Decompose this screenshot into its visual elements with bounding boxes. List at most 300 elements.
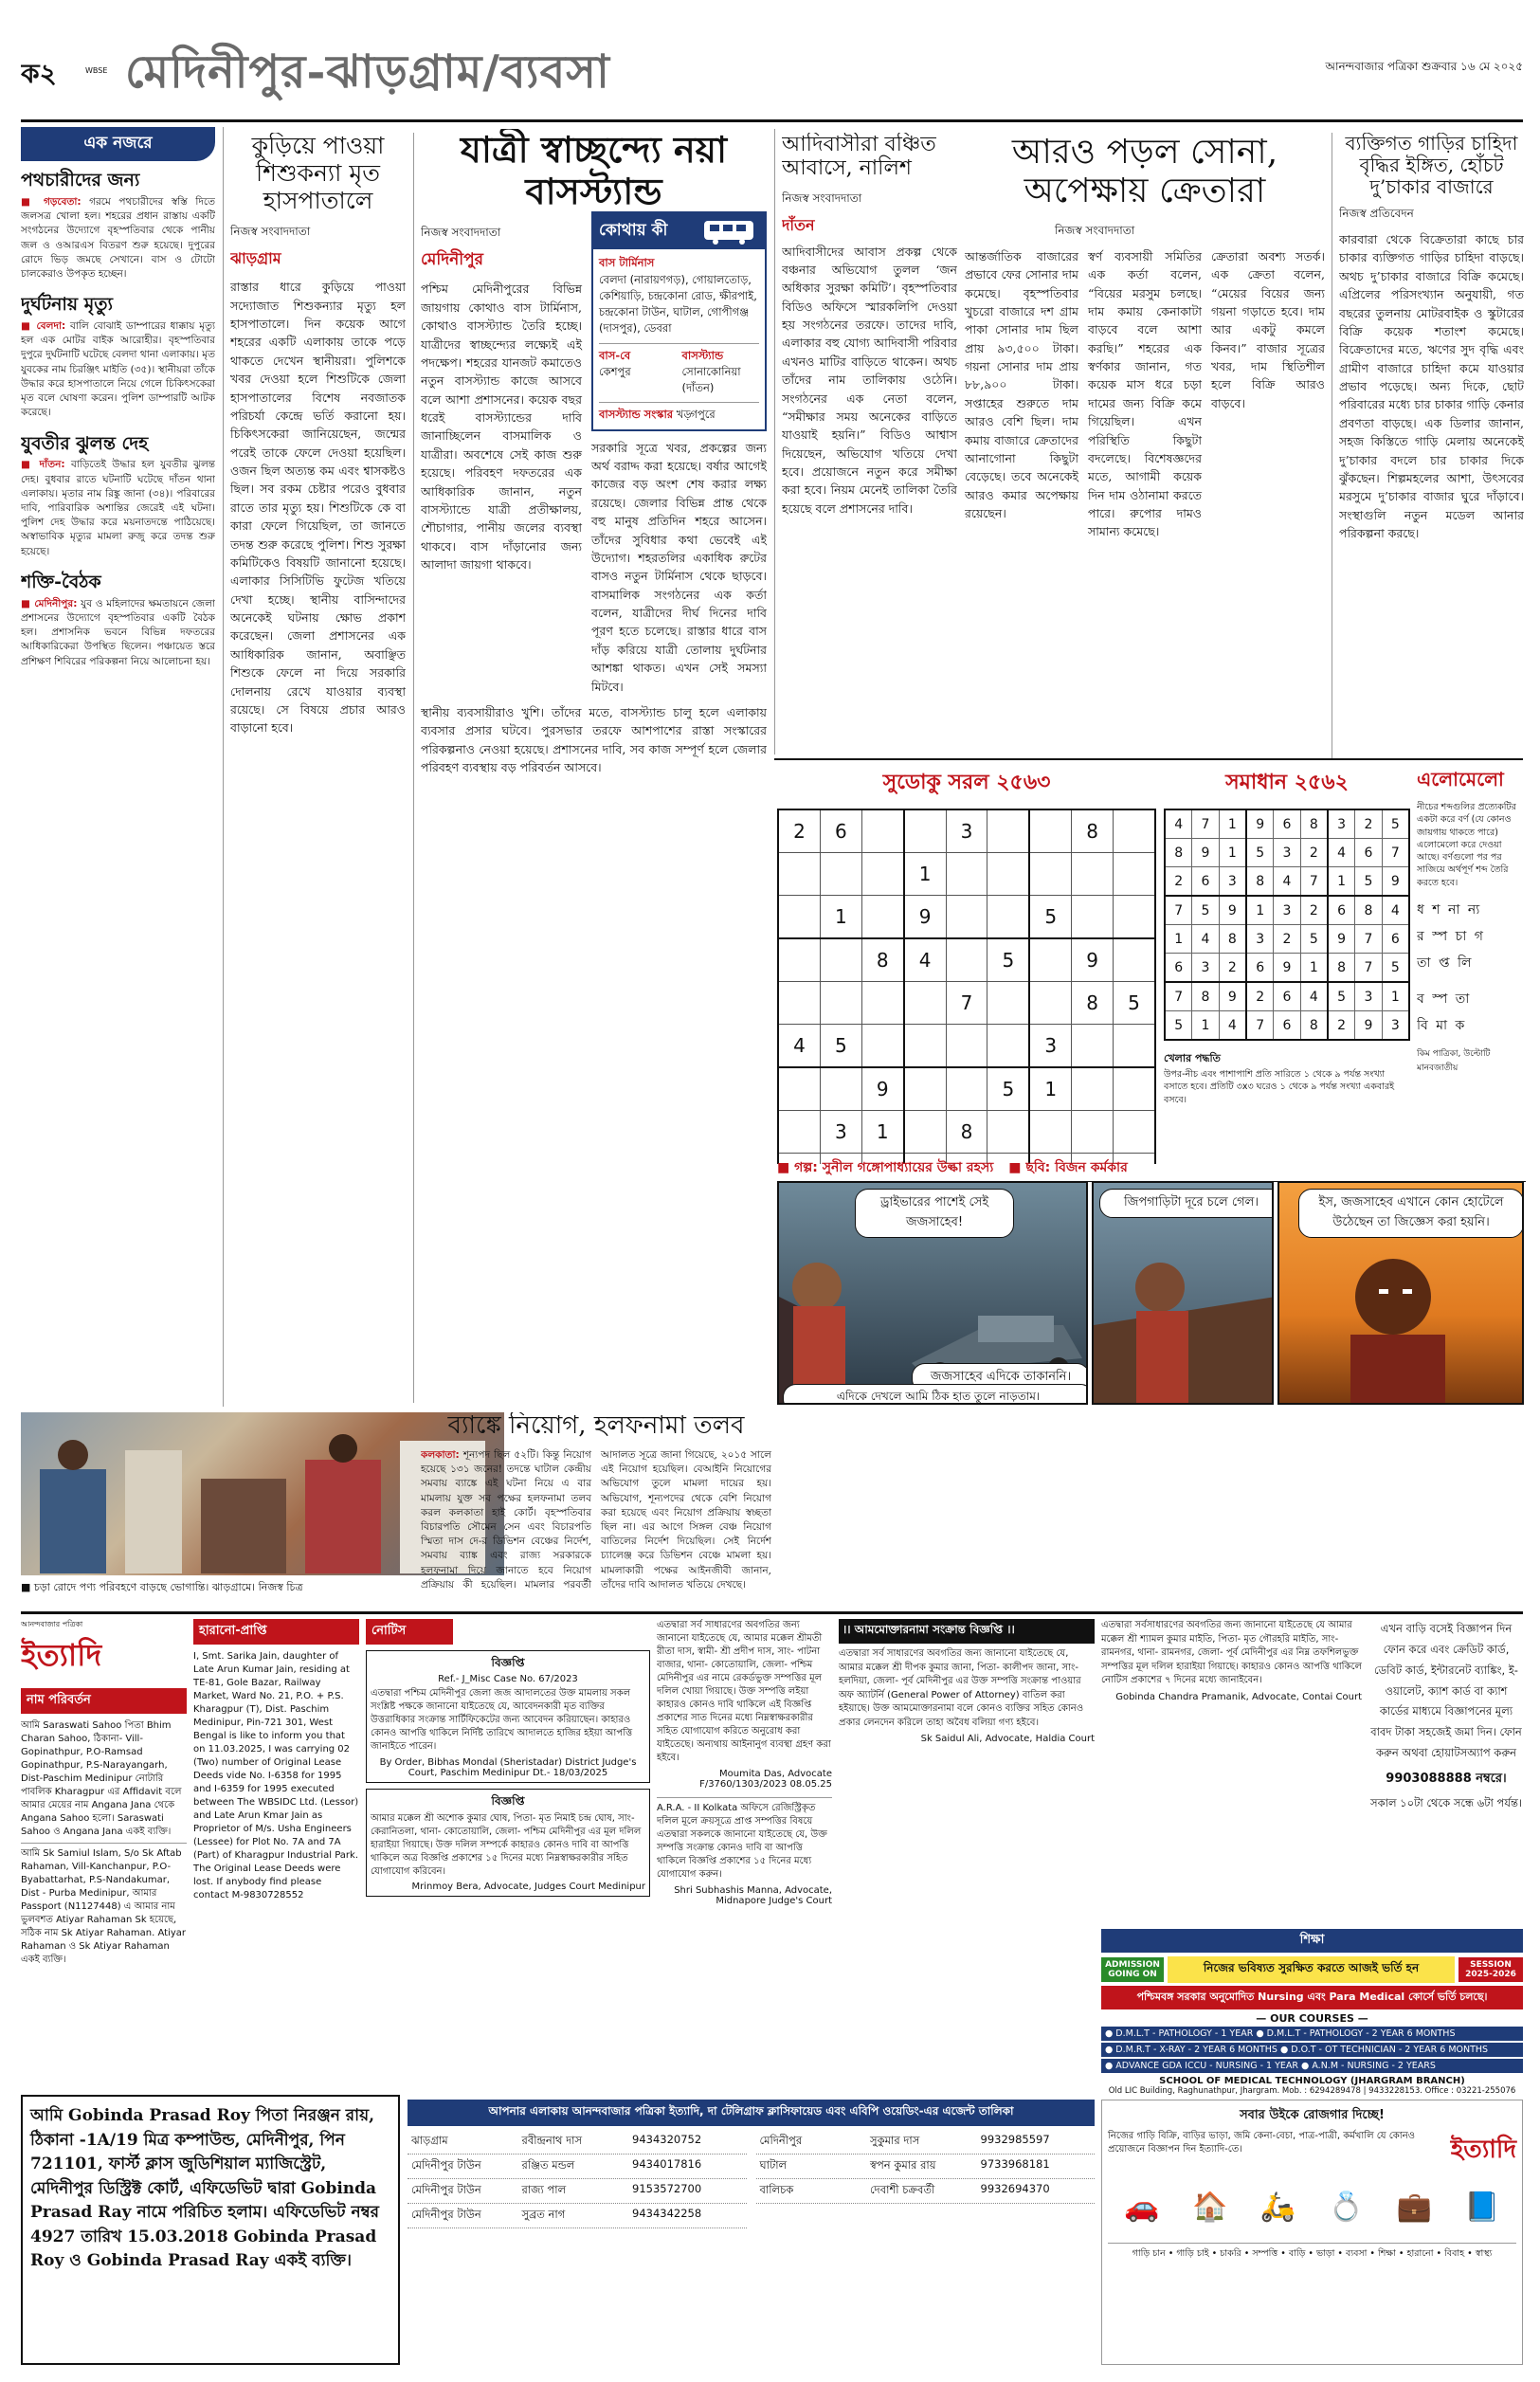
grid-cell: 8 [1300,1011,1328,1041]
grid-cell: 6 [1165,954,1192,983]
bank-story [421,1412,771,1592]
phone-promo-text: এখন বাড়ি বসেই বিজ্ঞাপন দিন ফোন করে এবং ক্রেডিট কার্ড, ডেবিট কার্ড, ইন্টারনেট ব্যাঙ্কিং, ই-ওয়ালেট, ক্যাশ কার্ড বা ক্যাশ কার্ডের মাধ্যমে বিজ্ঞাপনের মূল্য বাবদ টাকা সহজেই জমা দিন। ফোন করুন অথবা হোয়াটসঅ্যাপ করুন [1370,1622,1522,1760]
grid-cell: 9 [1355,1011,1382,1041]
gold-story [965,133,1325,758]
grid-cell [861,853,903,896]
grid-cell: 4 [1192,925,1219,954]
classified-col-5 [839,1619,1095,2093]
grid-cell: 1 [1165,925,1192,954]
story-body-col2: সরকারি সূত্রে খবর, প্রকল্পের জন্য অর্থ বরাদ্দ করা হয়েছে। বর্ষার আগেই কাজের বড় অংশ শেষ করার লক্ষ্য রয়েছে। জেলার বিভিন্ন প্রান্ত থেকে বহু মানুষ প্রতিদিন শহরে আসেন। তাঁদের সুবিধার কথা ভেবেই এই উদ্যোগ। শহরতলির একাধিক রুটের বাসও নতুন টার্মিনাস থেকে ছাড়বে। বাসমালিক সংগঠনের এক কর্তা বলেন, যাত্রীদের দীর্ঘ দিনের দাবি পূরণ হতে চলেছে। রাস্তার ধারে বাস দাঁড় করিয়ে যাত্রী তোলায় দুর্ঘটনার আশঙ্কা থাকত। এখন সেই সমস্যা মিটবে। [591,440,767,694]
school-name: SCHOOL OF MEDICAL TECHNOLOGY (JHARGRAM BRANCH) [1159,2076,1465,2086]
grid-cell: 7 [1300,867,1328,897]
grid-cell: 5 [1382,809,1409,839]
grid-cell: 1 [1328,867,1355,897]
agent-row [408,2155,747,2179]
grid-cell: 4 [1165,809,1192,839]
grid-cell: 3 [1246,925,1274,954]
agent-phone: 9153572700 [632,2182,702,2195]
brief-body: যুব ও মহিলাদের ক্ষমতায়নে জেলা প্রশাসনের উদ্যোগে বৃহস্পতিবার একটি বৈঠক হল। প্রশাসনিক ভবনে বিভিন্ন দফতরের আধিকারিকেরা উপস্থিত ছিলেন। পঞ্চায়েত স্তরে প্রশিক্ষণ শিবিরের পরিকল্পনা নিয়ে আলোচনা হয়। [21,597,215,667]
grid-cell: 9 [1219,982,1246,1011]
rings-icon: 💍 [1328,2191,1365,2224]
box-item-name: বাস টার্মিনাস [599,256,655,270]
grid-cell [946,853,987,896]
agent-area: মেদিনীপুর টাউন [411,2158,481,2172]
notice-text: A.R.A. - II Kolkata অফিসে রেজিস্ট্রিকৃত দলিল মূলে ক্রয়সূত্রে প্রাপ্ত সম্পত্তির বিষয়ে এতদ্বারা সকলকে জানানো যাইতেছে যে, উক্ত সম্পত্তি সংক্রান্ত কোনও দাবি বা আপত্তি থাকিলে বিজ্ঞপ্তি প্রকাশের ১৫ দিনের মধ্যে যোগাযোগ করুন। [657,1797,832,1882]
grid-cell [778,982,820,1025]
grid-row [778,1111,1155,1154]
grid-cell [1029,809,1071,853]
story-body-col1: পশ্চিম মেদিনীপুরের বিভিন্ন জায়গায় কোথাও বাস টার্মিনাস, কোথাও বাসস্ট্যান্ড তৈরি হচ্ছে। যাত্রীদের স্বাচ্ছন্দ্যের লক্ষ্যেই এই পদক্ষেপ। শহরের যানজট কমাতেও নতুন বাসস্ট্যান্ড কাজে আসবে বলে আশা প্রশাসনের। কয়েক বছর ধরেই বাসস্ট্যান্ডের দাবি জানাচ্ছিলেন বাসমালিক ও যাত্রীরা। অবশেষে সেই কাজ শুরু হয়েছে। পরিবহণ দফতরের এক আধিকারিক জানান, নতুন বাসস্ট্যান্ডে যাত্রী প্রতীক্ষালয়, শৌচাগার, পানীয় জলের ব্যবস্থা থাকবে। বাস দাঁড়ানোর জন্য আলাদা জায়গা থাকবে। [421,282,582,572]
box-item-where: বেলদা (নারায়ণগড়), গোয়ালতোড়, কেশিয়াড়ি, চন্দ্রকোনা রোড, ক্ষীরপাই, চন্দ্রকোনা টাউন, ঘাটাল, গোপীগঞ্জ (দাসপুর), ডেবরা [599,272,757,336]
phone-number: 9903088888 নম্বরে। [1386,1771,1507,1786]
grid-cell: 2 [1246,982,1274,1011]
box-title: কোথায় কী [599,221,668,241]
elomelo-row: বি মা ক [1417,1018,1467,1034]
grid-cell: 9 [1192,839,1219,867]
grid-cell: 8 [1355,896,1382,925]
grid-row [1165,925,1409,954]
grid-cell [904,982,946,1025]
kuriye-story [230,133,406,1408]
grid-row [1165,982,1409,1011]
paper-date: আনন্দবাজার পত্রিকা শুক্রবার ১৬ মে ২০২৫ [1325,60,1523,73]
grid-cell [946,896,987,939]
story-body-col2: আদালত সূত্রে জানা গিয়েছে, ২০১৫ সালে এই নিয়োগ হয়েছিল। বেআইনি নিয়োগের অভিযোগ তুলে মামলা দায়ের হয়। অভিযোগ, শূন্যপদের থেকে বেশি নিয়োগ করা হয়েছে এবং নিয়োগ প্রক্রিয়ায় স্বচ্ছতা ছিল না। এর আগে সিঙ্গল বেঞ্চ নিয়োগ বাতিলের নির্দেশ দিয়েছিল। সেই নির্দেশ চ্যালেঞ্জ করে ডিভিশন বেঞ্চে মামলা হয়। মামলাকারী পক্ষের আইনজীবী জানান, তাঁদের দাবি আদালত খতিয়ে দেখছে। [601,1448,771,1591]
grid-cell: 2 [1355,809,1382,839]
box-item-name: বাস-বে [599,348,631,362]
classified-col-1 [21,1619,187,2093]
grid-cell: 5 [1029,896,1071,939]
grid-cell [778,853,820,896]
page-number: ক২ [21,58,57,89]
grid-cell: 3 [946,809,987,853]
brief-place: ■ বেলদা: [21,320,66,332]
grid-cell: 9 [1274,954,1300,983]
grid-cell: 8 [1192,982,1219,1011]
grid-cell: 8 [1300,809,1328,839]
education-label: শিক্ষা [1101,1929,1523,1953]
brief-body: গরমে পথচারীদের স্বস্তি দিতে জলসত্র খোলা হল। শহরের প্রধান রাস্তায় একটি সংগঠনের উদ্যোগে বৃহস্পতিবার থেকে পানীয় জল ও ওআরএস বিতরণ শুরু হয়েছে। দুপুরের রোদে ভিড় জমছে সেখানে। বাস ও টোটো চালকেরাও উপকৃত হচ্ছেন। [21,195,215,280]
grid-cell: 4 [1382,896,1409,925]
grid-cell: 8 [1165,839,1192,867]
classified-rule [21,1611,1523,1614]
promo-brand: ইত্যাদি [1450,2136,1516,2164]
classified-col-6 [1101,1619,1362,1903]
agent-phone: 9932985597 [980,2133,1050,2146]
grid-cell [1072,1111,1114,1154]
grid-cell: 9 [1382,867,1409,897]
grid-cell [1114,896,1156,939]
story-place: কলকাতা: [421,1448,460,1461]
phone-hours: সকাল ১০টা থেকে সন্ধে ৬টা পর্যন্ত। [1369,1795,1523,1809]
agent-phone: 9434320752 [632,2133,702,2146]
grid-cell: 6 [1274,1011,1300,1041]
grid-cell: 6 [1246,954,1274,983]
masthead-rule [21,119,1523,122]
agent-name: স্বপন কুমার রায় [870,2158,936,2172]
agent-phone: 9434017816 [632,2157,702,2171]
grid-cell: 1 [1382,982,1409,1011]
grid-cell [861,896,903,939]
agent-phone: 9932694370 [980,2182,1050,2195]
classified-ad: আমি Saraswati Sahoo পিতা Bhim Charan Sahoo, ঠিকানা- Vill-Gopinathpur, P.O-Ramsad Gopinathpur, P.S-Narayangarh, Dist-Paschim Medinipur নোটারি পাবলিক Kharagpur এর Affidavit বলে আমার মেয়ের নাম Angana Jana থেকে Angana Sahoo হলো। Saraswati Sahoo ও Angana Jana একই ব্যক্তি। [21,1719,187,1844]
story-headline: ব্যক্তিগত গাড়ির চাহিদা বৃদ্ধির ইঙ্গিত, হোঁচট দু’চাকার বাজারে [1345,133,1518,198]
notice-ref: Ref.- J_Misc Case No. 67/2023 [438,1674,578,1684]
comic-story-credit: ■ গল্প: সুনীল গঙ্গোপাধ্যায়ের উল্কা রহস্য [777,1160,994,1175]
grid-cell [778,1111,820,1154]
name-change-ad [21,2095,400,2365]
grid-cell [946,1067,987,1111]
brief-text [21,458,215,559]
grid-cell [987,1025,1029,1068]
grid-cell: 3 [1355,982,1382,1011]
grid-cell: 9 [1328,925,1355,954]
elomelo-row: ধ শ না ন্য [1417,902,1482,918]
elomelo-answer: কিম পাত্রিকা, উল্টোটি মানবজাতীয় [1417,1049,1491,1074]
grid-cell: 9 [1246,809,1274,839]
grid-cell: 6 [1355,839,1382,867]
agent-row [408,2204,747,2228]
ek-nojore-label: এক নজরে [21,127,215,161]
grid-row [1165,954,1409,983]
grid-cell: 6 [1382,925,1409,954]
classified-ad: I, Smt. Sarika Jain, daughter of Late Arun Kumar Jain, residing at TE-81, Gole Bazar, Railway Market, Ward No. 21, P.O. + P.S. Kharagpur (T), Dist. Paschim Medinipur, Pin-721 301, West Bengal is like to inform you that on 11.03.2025, I was carrying 02 (Two) number of Original Lease Deeds vide No. I-6358 for 1995 and I-6359 for 1995 executed between The WBSIDC Ltd. (Lessor) and Late Arun Kmar Jain as Proprietor of M/s. Usha Engineers (Lessee) for Plot No. 7A and 7A (Part) of Kharagpur Industrial Park. The Original Lease Deeds were lost. If anybody find please contact M-9830728552 [193,1651,359,1900]
grid-cell: 4 [904,938,946,982]
notice-text: এতদ্বারা পশ্চিম মেদিনীপুর জেলা জজ আদালতের উক্ত মামলায় সকল সংশ্লিষ্ট পক্ষকে জানানো যাইতেছে যে, আবেদনকারী মৃত ব্যক্তির উত্তরাধিকার সংক্রান্ত সার্টিফিকেটের জন্য আবেদন করিয়াছেন। কাহারও কোনও আপত্তি থাকিলে নির্দিষ্ট তারিখে আদালতে হাজির হইয়া আপত্তি জানাইতে পারেন। [371,1688,633,1752]
grid-cell [904,1067,946,1111]
edition-tag: WBSE [85,66,108,75]
grid-cell: 9 [861,1067,903,1111]
grid-cell: 2 [1274,925,1300,954]
grid-cell [987,809,1029,853]
elomelo-row: তা প্ত লি [1417,955,1474,972]
agent-name: সুব্রত নাগ [521,2208,566,2221]
news-brief-3 [21,434,215,559]
grid-cell: 7 [1355,954,1382,983]
grid-cell: 7 [1165,896,1192,925]
rules-title: খেলার পদ্ধতি [1164,1052,1221,1064]
admission-badge: ADMISSION GOING ON [1101,1957,1164,1982]
agent-name: রাজ্য পাল [521,2183,567,2196]
kothay-ki-box [591,211,767,430]
grid-cell: 1 [1300,954,1328,983]
grid-cell: 5 [987,938,1029,982]
grid-cell [1029,982,1071,1025]
grid-cell [1029,853,1071,896]
agent-area: মেদিনীপুর টাউন [411,2183,481,2196]
agent-name: রবীন্দ্রনাথ দাস [521,2134,583,2147]
grid-cell [778,938,820,982]
solution-title: সমাধান ২৫৬২ [1225,771,1349,794]
grid-cell [1029,1111,1071,1154]
grid-cell: 5 [820,1025,861,1068]
classified-col-3 [366,1619,650,2093]
news-brief-1 [21,171,215,282]
story-body: শূন্যপদ ছিল ৫২টি। কিন্তু নিয়োগ হয়েছে ১৩১ জনের! তদন্তে ঘাটাল কেন্দ্রীয় সমবায় ব্যাঙ্কে এই ঘটনা নিয়ে এ বার মামলায় যুক্ত সব পক্ষের হলফনামা তলব করল কলকাতা হাই কোর্ট। বৃহস্পতিবার বিচারপতি সৌমেন সেন এবং বিচারপতি স্মিতা দাস দে-র ডিভিশন বেঞ্চের নির্দেশ, সমবায় ব্যাঙ্ক এবং রাজ্য সরকারকে হলফনামা দিয়ে জানাতে হবে নিয়োগ প্রক্রিয়ায় কী হয়েছিল। মামলার পরবর্তী [421,1448,591,1591]
grid-cell: 8 [1072,982,1114,1025]
grid-cell: 1 [904,853,946,896]
grid-row [778,982,1155,1025]
grid-cell: 9 [904,896,946,939]
story-body: রাস্তার ধারে কুড়িয়ে পাওয়া সদ্যোজাত শিশুকন্যার মৃত্যু হল হাসপাতালে। দিন কয়েক আগে শহরের একটি এলাকায় তাকে পড়ে থাকতে দেখেন স্থানীয়রা। পুলিশকে খবর দেওয়া হলে শিশুটিকে জেলা হাসপাতালের বিশেষ নবজাতক পরিচর্যা কেন্দ্রে ভর্তি করানো হয়। চিকিৎসকেরা জানিয়েছেন, জন্মের পরেই তাকে ফেলে দেওয়া হয়েছিল। ওজন ছিল অত্যন্ত কম এবং শ্বাসকষ্টও ছিল। সব রকম চেষ্টার পরেও বুধবার রাতে তার মৃত্যু হয়। শিশুটিকে কে বা কারা ফেলে গিয়েছিল, তা জানতে তদন্ত শুরু করেছে পুলিশ। শিশু সুরক্ষা কমিটিকেও বিষয়টি জানানো হয়েছে। এলাকার সিসিটিভি ফুটেজ খতিয়ে দেখা হচ্ছে। স্থানীয় বাসিন্দাদের অনেকেই ঘটনায় ক্ষোভ প্রকাশ করেছেন। জেলা প্রশাসনের এক আধিকারিক জানান, অবাঞ্ছিত শিশুকে ফেলে না দিয়ে সরকারি দোলনায় রেখে যাওয়ার ব্যবস্থা রয়েছে। সে বিষয়ে প্রচার আরও বাড়ানো হবে। [230,280,406,736]
story-body-col2: স্বর্ণ ব্যবসায়ী সমিতির এক কর্তা বলেন, “বিয়ের মরসুম চলছে। দাম কমায় কেনাকাটা বাড়বে বলে আশা করছি।” শহরের এক স্বর্ণকার জানান, গত কয়েক মাস ধরে চড়া দামের জন্য বিক্রি কমে গিয়েছিল। এখন পরিস্থিতি কিছুটা বদলেছে। বিশেষজ্ঞদের মতে, আগামী কয়েক দিন দাম ওঠানামা করতে পারে। রুপোর দামও সামান্য কমেছে। [1088,248,1202,539]
speech-bubble: জিপগাড়িটা দূরে চলে গেল। [1099,1189,1274,1218]
agent-row [408,2130,747,2155]
school-address: Old LIC Building, Raghunathpur, Jhargram. Mob. : 6294289478 | 9433228153. Office : 03221-255076 [1108,2086,1516,2095]
grid-cell [904,809,946,853]
story-byline: নিজস্ব প্রতিবেদন [1339,207,1414,220]
grid-cell: 3 [1219,867,1246,897]
grid-cell: 5 [1355,867,1382,897]
grid-cell: 4 [1274,867,1300,897]
column-divider [413,133,414,1403]
grid-row [778,1025,1155,1068]
story-byline: নিজস্ব সংবাদদাতা [230,225,311,239]
grid-cell: 1 [1029,1067,1071,1111]
grid-cell [1072,1067,1114,1111]
notice-sign: By Order, Bibhas Mondal (Sheristadar) District Judge's Court, Paschim Medinipur Dt.- 18/03/2025 [379,1757,637,1778]
comic-strip [777,1156,1526,1408]
notice-text: এতদ্বারা সর্বসাধারণের অবগতির জন্য জানানো যাইতেছে যে আমার মক্কেল শ্রী শ্যামল কুমার মাইতি, পিতা- মৃত গৌরহরি মাইতি, সাং- রামনগর, থানা- রামনগর, জেলা- পূর্ব মেদিনীপুর এর নিম্ন তফশিলভুক্ত সম্পত্তির মূল দলিল হারাইয়া গিয়াছে। কাহারও কোনও আপত্তি থাকিলে নোটিস প্রকাশের ৭ দিনের মধ্যে জানাইবেন। [1101,1620,1362,1685]
grid-cell: 7 [1355,925,1382,954]
house-icon: 🏠 [1192,2191,1228,2224]
agent-area: মেদিনীপুর টাউন [411,2208,481,2221]
brief-body: বালি বোঝাই ডাম্পারের ধাক্কায় মৃত্যু হল এক মোটর বাইক আরোহীর। বৃহস্পতিবার দুপুরে দুর্ঘটনাটি ঘটেছে বেলদা থানা এলাকায়। মৃত যুবকের নাম চিরঞ্জিৎ মাইতি (৩৫)। স্থানীয়রা তাঁকে উদ্ধার করে হাসপাতালে নিয়ে গেলে চিকিৎসকেরা মৃত বলে ঘোষণা করেন। পুলিশ ডাম্পারটি আটক করেছে। [21,320,215,419]
lost-label: হারানো-প্রাপ্তি [193,1619,359,1645]
grid-cell: 5 [1328,982,1355,1011]
agent-row [408,2179,747,2204]
grid-cell [987,982,1029,1025]
grid-cell [861,1025,903,1068]
grid-cell [904,1025,946,1068]
column-divider [223,127,224,1407]
grid-cell [1114,1025,1156,1068]
grid-cell [987,853,1029,896]
agent-row [756,2130,1096,2155]
agent-name: সুকুমার দাস [870,2134,920,2147]
story-body-col3: স্থানীয় ব্যবসায়ীরাও খুশি। তাঁদের মতে, বাসস্ট্যান্ড চালু হলে এলাকায় ব্যবসার প্রসার ঘটবে। পুরসভার তরফে আশপাশের রাস্তা সংস্কারের পরিকল্পনাও নেওয়া হয়েছে। প্রশাসনের দাবি, সব কাজ সম্পূর্ণ হলে জেলার পরিবহণ ব্যবস্থায় বড় পরিবর্তন আসবে। [421,704,767,774]
masthead [21,36,1523,102]
speech-bubble: এদিকে দেখলে আমি ঠিক হাত তুলে নাড়তাম। [783,1384,1088,1405]
grid-cell: 6 [1274,982,1300,1011]
grid-cell: 1 [861,1111,903,1154]
story-body-col3: ক্রেতারা অবশ্য সতর্ক। এক ক্রেতা বলেন, “মেয়ের বিয়ের জন্য গয়না গড়াতে হবে। দাম আর একটু কমলে কিনব।” বাজার সূত্রের খবর, দাম স্থিতিশীল হলে বিক্রি আরও বাড়বে। [1211,248,1325,410]
story-headline: যাত্রী স্বাচ্ছন্দ্যে নয়া বাসস্ট্যান্ড [460,129,728,212]
grid-cell: 1 [820,896,861,939]
grid-cell: 3 [1274,839,1300,867]
brief-headline: দুর্ঘটনায় মৃত্যু [21,294,114,316]
course-line: ● D.M.R.T - X-RAY - 2 YEAR 6 MONTHS ● D.O.T - OT TECHNICIAN - 2 YEAR 6 MONTHS [1101,2043,1523,2057]
grid-cell: 4 [1300,982,1328,1011]
education-headline: নিজের ভবিষ্যত সুরক্ষিত করতে আজই ভর্তি হন [1168,1956,1455,1983]
grid-row [1165,1011,1409,1041]
grid-cell [1029,938,1071,982]
elomelo-title: এলোমেলো [1417,768,1504,791]
section-rule [774,758,1523,760]
grid-cell: 6 [1328,896,1355,925]
grid-cell: 2 [1219,954,1246,983]
comic-panel-1 [777,1181,1088,1405]
brand-logo: ইত্যাদি [21,1637,102,1673]
adibasi-story [782,133,957,758]
grid-row [1165,867,1409,897]
agent-area: বালিচক [759,2183,794,2196]
course-line: ● ADVANCE GDA ICCU - NURSING - 1 YEAR ● A.N.M - NURSING - 2 YEARS [1101,2059,1523,2073]
grid-cell [1072,853,1114,896]
grid-cell: 1 [1219,809,1246,839]
agent-name: দেবাশী চক্রবর্তী [870,2183,935,2196]
session-badge: SESSION 2025-2026 [1458,1957,1523,1982]
grid-cell: 5 [1300,925,1328,954]
grid-cell: 2 [1165,867,1192,897]
box-item-where: কেশপুর [599,364,631,378]
story-headline: আদিবাসীরা বঞ্চিত আবাসে, নালিশ [782,133,936,181]
grid-cell [820,938,861,982]
brief-headline: যুবতীর ঝুলন্ত দেহ [21,432,149,454]
agent-row [756,2155,1096,2179]
notice-head: ।। আমমোক্তারনামা সংক্রান্ত বিজ্ঞপ্তি ।। [839,1619,1095,1644]
grid-cell: 4 [1328,839,1355,867]
grid-cell: 5 [1192,896,1219,925]
brief-body: বাড়িতেই উদ্ধার হল যুবতীর ঝুলন্ত দেহ। বুধবার রাতে ঘটনাটি ঘটেছে দাঁতন থানা এলাকায়। মৃতার নাম রিঙ্কু জানা (৩৪)। পরিবারের দাবি, পারিবারিক অশান্তির জেরেই এই ঘটনা। পুলিশ দেহ উদ্ধার করে ময়নাতদন্তে পাঠিয়েছে। অস্বাভাবিক মৃত্যুর মামলা রুজু করে তদন্ত শুরু হয়েছে। [21,459,215,557]
sudoku-puzzle [777,766,1156,1164]
column-divider [774,129,775,755]
education-block [1101,1929,1523,2095]
speech-bubble: জজসাহেব এদিকে তাকাননি। [912,1363,1088,1392]
grid-cell: 5 [1165,1011,1192,1041]
agent-table-right [756,2130,1096,2228]
grid-cell: 5 [1114,982,1156,1025]
agent-name: রঞ্জিত মন্ডল [521,2158,575,2172]
grid-cell [1072,896,1114,939]
bike-story [1339,133,1524,758]
bus-stand-story [421,129,767,1404]
notice-text: আমার মক্কেল শ্রী অশোক কুমার ঘোষ, পিতা- মৃত নিমাই চন্দ্র ঘোষ, সাং- কেরানিতলা, থানা- কোতোয়ালি, জেলা- পশ্চিম মেদিনীপুর এর মূল দলিল হারাইয়া গিয়াছে। উক্ত দলিল সম্পর্কে কাহারও কোনও দাবি বা আপত্তি থাকিলে অত্র বিজ্ঞপ্তি প্রকাশের ১৫ দিনের মধ্যে নিম্নস্বাক্ষরকারীর সহিত যোগাযোগ করিবেন। [371,1813,642,1877]
agent-phone: 9434342258 [632,2207,702,2220]
grid-cell [820,1067,861,1111]
promo-block [1101,2100,1523,2365]
name-change-label: নাম পরিবর্তন [21,1688,187,1714]
story-place: মেদিনীপুর [421,250,484,270]
grid-cell: 3 [1029,1025,1071,1068]
notice-sign: Shri Subhashis Manna, Advocate, Midnapore Judge's Court [674,1885,832,1906]
grid-cell [861,982,903,1025]
box-item-where: সোনাকোনিয়া (দাঁতন) [681,364,741,395]
grid-cell: 7 [1382,839,1409,867]
comic-panel-3 [1277,1181,1524,1405]
grid-cell: 4 [778,1025,820,1068]
brief-text [21,597,215,669]
sudoku-solution [1164,766,1410,1164]
grid-cell: 4 [1219,1011,1246,1041]
story-byline: নিজস্ব সংবাদদাতা [1055,223,1135,237]
grid-cell: 3 [1274,896,1300,925]
grid-cell [778,1067,820,1111]
box-item-name: বাসস্ট্যান্ড সংস্কার [599,408,674,422]
grid-cell: 3 [1382,1011,1409,1041]
classified-col-2 [193,1619,359,2093]
brief-headline: শক্তি-বৈঠক [21,571,101,592]
grid-cell: 6 [820,809,861,853]
grid-cell [904,1111,946,1154]
notice-sign: Gobinda Chandra Pramanik, Advocate, Contai Court [1115,1691,1362,1702]
grid-cell: 8 [1219,925,1246,954]
story-body-col1: আন্তর্জাতিক বাজারের প্রভাবে ফের সোনার দাম কমেছে। বৃহস্পতিবার খুচরো বাজারে দশ গ্রাম পাকা সোনার দাম ছিল প্রায় ৯৩,৫০০ টাকা। গয়না সোনার দাম প্রায় ৮৮,৯০০ টাকা। সপ্তাহের শুরুতে দাম আরও বেশি ছিল। দাম কমায় বাজারে ক্রেতাদের আনাগোনা কিছুটা বেড়েছে। তবে অনেকেই আরও কমার অপেক্ষায় রয়েছেন। [965,248,1078,521]
notice-sign: Sk Saidul Ali, Advocate, Haldia Court [920,1734,1095,1744]
grid-cell: 8 [1072,809,1114,853]
classified-ad: আমি Sk Samiul Islam, S/o Sk Aftab Rahaman, Vill-Kanchanpur, P.O-Byabattarhat, P.S-Nandakumar, Dist - Purba Medinipur, আমার Passport (N1127448) এ আমার নাম ভুলবশত Atiyar Rahaman Sk হয়েছে, সঠিক নাম Sk Atiyar Rahaman. Atiyar Rahaman ও Sk Atiyar Rahaman একই ব্যক্তি। [21,1848,187,1965]
page-title: মেদিনীপুর-ঝাড়গ্রাম/ব্যবসা [125,45,610,99]
grid-cell [1114,853,1156,896]
grid-cell: 7 [946,982,987,1025]
grid-cell: 7 [1246,1011,1274,1041]
grid-row [778,896,1155,939]
course-line: ● D.M.L.T - PATHOLOGY - 1 YEAR ● D.M.L.T - PATHOLOGY - 2 YEAR 6 MONTHS [1101,2027,1523,2041]
story-body: আদিবাসীদের আবাস প্রকল্প থেকে বঞ্চনার অভিযোগ তুলল ‘জন অধিকার সুরক্ষা কমিটি’। বৃহস্পতিবার বিডিও অফিসে স্মারকলিপি দেওয়া হয় সংগঠনের তরফে। তাদের দাবি, এলাকার বহু যোগ্য আদিবাসী পরিবার এখনও মাটির বাড়িতে থাকেন। অথচ তাঁদের নাম তালিকায় ওঠেনি। সংগঠনের এক নেতা বলেন, “সমীক্ষার সময় অনেকের বাড়িতে যাওয়াই হয়নি।” বিডিও আশ্বাস দিয়েছেন, অভিযোগ খতিয়ে দেখা হবে। প্রয়োজনে নতুন করে সমীক্ষা করা হবে। নিয়ম মেনেই তালিকা তৈরি হয়েছে বলে প্রশাসনের দাবি। [782,244,957,516]
notice-label: নোটিস [366,1619,453,1645]
grid-cell [1114,938,1156,982]
sudoku-title: সুডোকু সরল ২৫৬৩ [882,771,1051,794]
grid-row [778,809,1155,853]
grid-cell [946,1025,987,1068]
grid-cell: 8 [861,938,903,982]
news-brief-4 [21,573,215,669]
comic-art-credit: ■ ছবি: বিজন কর্মকার [1008,1160,1128,1175]
news-brief-2 [21,295,215,420]
grid-cell: 5 [987,1067,1029,1111]
grid-cell: 8 [1246,867,1274,897]
agent-area: ঘাটাল [759,2158,788,2172]
grid-cell [778,896,820,939]
speech-bubble: ড্রাইভারের পাশেই সেই জজসাহেব! [855,1189,1014,1238]
story-headline: ব্যাঙ্কে নিয়োগ, হলফনামা তলব [447,1412,745,1440]
grid-cell: 9 [1072,938,1114,982]
solution-grid [1164,809,1410,1041]
story-headline: কুড়িয়ে পাওয়া শিশুকন্যা মৃত হাসপাতালে [251,133,385,214]
box-item-name: বাসস্ট্যান্ড [681,348,724,362]
notice-head: বিজ্ঞপ্তি [491,1794,525,1808]
brief-text [21,195,215,282]
brief-place: ■ দাঁতন: [21,459,65,471]
notice-sign: Moumita Das, Advocate F/3760/1303/2023 08.05.25 [699,1769,832,1790]
grid-cell: 8 [1328,954,1355,983]
notice-sign: Mrinmoy Bera, Advocate, Judges Court Medinipur [411,1882,645,1892]
comic-panel-2 [1092,1181,1274,1405]
book-icon: 📘 [1464,2191,1500,2224]
grid-cell: 2 [1328,1011,1355,1041]
grid-cell: 1 [1219,839,1246,867]
promo-text: নিজের গাড়ি বিক্রি, বাড়ির ভাড়া, জমি কেনা-বেচা, পাত্র-পাত্রী, কর্মখালি যে কোনও প্রয়োজনে বিজ্ঞাপন দিন ইত্যাদি-তে। [1108,2131,1416,2155]
grid-cell [1072,1025,1114,1068]
grid-cell: 6 [1192,867,1219,897]
brief-text [21,319,215,421]
education-sub: পশ্চিমবঙ্গ সরকার অনুমোদিত Nursing এবং Para Medical কোর্সে ভর্তি চলছে। [1101,1986,1523,2009]
grid-cell: 5 [1382,954,1409,983]
grid-cell: 3 [1328,809,1355,839]
elomelo-intro: নীচের শব্দগুলির প্রত্যেকটির একটা করে বর্ণ (যে কোনও জায়গায় থাকতে পারে) এলোমেলো করে দেওয়া আছে। বর্ণগুলো পর পর সাজিয়ে অর্থপূর্ণ শব্দ তৈরি করতে হবে। [1417,802,1516,888]
notice-head: বিজ্ঞপ্তি [491,1656,525,1669]
elomelo-row: ব স্প তা [1417,991,1472,1008]
agent-area: ঝাড়গ্রাম [411,2134,448,2147]
notice-text: এতদ্বারা সর্ব সাধারণের অবগতির জন্য জানানো যাইতেছে যে, আমার মক্কেল শ্রী দীপক কুমার জানা, পিতা- কালীপদ জানা, সাং- হলদিয়া, জেলা- পূর্ব মেদিনীপুর এর উক্ত সম্পত্তি সংক্রান্ত পাওয়ার অফ অ্যাটর্নি (General Power of Attorney) বাতিল করা হইয়াছে। উক্ত আমমোক্তারনামা বলে কোনও ব্যক্তির সহিত কোনও প্রকার লেনদেন করিলে তাহা অবৈধ বলিয়া গণ্য হইবে। [839,1648,1084,1728]
story-body: কারবারা থেকে বিক্রেতারা কাছে চার চাকার ব্যক্তিগত গাড়ির চাহিদা বাড়ছে। অথচ দু’চাকার বাজারে বিক্রি কমেছে। এপ্রিলের পরিসংখ্যান অনুযায়ী, গত বছরের তুলনায় মোটরবাইক ও স্কুটারের বিক্রি কয়েক শতাংশ কমেছে। বিক্রেতাদের মতে, ঋণের সুদ বৃদ্ধি এবং গ্রামীণ বাজারে চাহিদা কমে যাওয়ার প্রভাব পড়েছে। অন্য দিকে, ছোট পরিবারের মধ্যে চার চাকার গাড়ি কেনার প্রবণতা বাড়ছে। এক ডিলার জানান, সহজ কিস্তিতে গাড়ি মেলায় অনেকেই দু’চাকার বদলে চার চাকার দিকে ঝুঁকছেন। শিল্পমহলের আশা, উৎসবের মরসুমে দু’চাকার বাজার ঘুরে দাঁড়াবে। সংস্থাগুলি নতুন মডেল আনার পরিকল্পনা করছে। [1339,232,1524,540]
photo-caption: ■ চড়া রোদে পণ্য পরিবহণে বাড়ছে ভোগান্তি। ঝাড়গ্রামে। নিজস্ব চিত্র [21,1581,303,1593]
grid-cell: 7 [1192,809,1219,839]
notice-text: এতদ্বারা সর্ব সাধারণের অবগতির জন্য জানানো যাইতেছে যে, আমার মক্কেল শ্রীমতী রীতা দাস, স্বামী- শ্রী প্রদীপ দাস, সাং- পাটনা বাজার, থানা- কোতোয়ালি, জেলা- পশ্চিম মেদিনীপুর এর নামে রেকর্ডভুক্ত সম্পত্তির মূল দলিল খোয়া গিয়াছে। উক্ত সম্পত্তি লইয়া কাহারও কোনও দাবি থাকিলে এই বিজ্ঞপ্তি প্রকাশের সাত দিনের মধ্যে নিম্নস্বাক্ষরকারীর সহিত যোগাযোগ করিতে অনুরোধ করা যাইতেছে। অন্যথায় আইনানুগ ব্যবস্থা গ্রহণ করা হইবে। [657,1620,831,1763]
agent-row [756,2179,1096,2204]
car-icon: 🚗 [1124,2191,1160,2224]
ek-nojore-column [21,127,215,1435]
